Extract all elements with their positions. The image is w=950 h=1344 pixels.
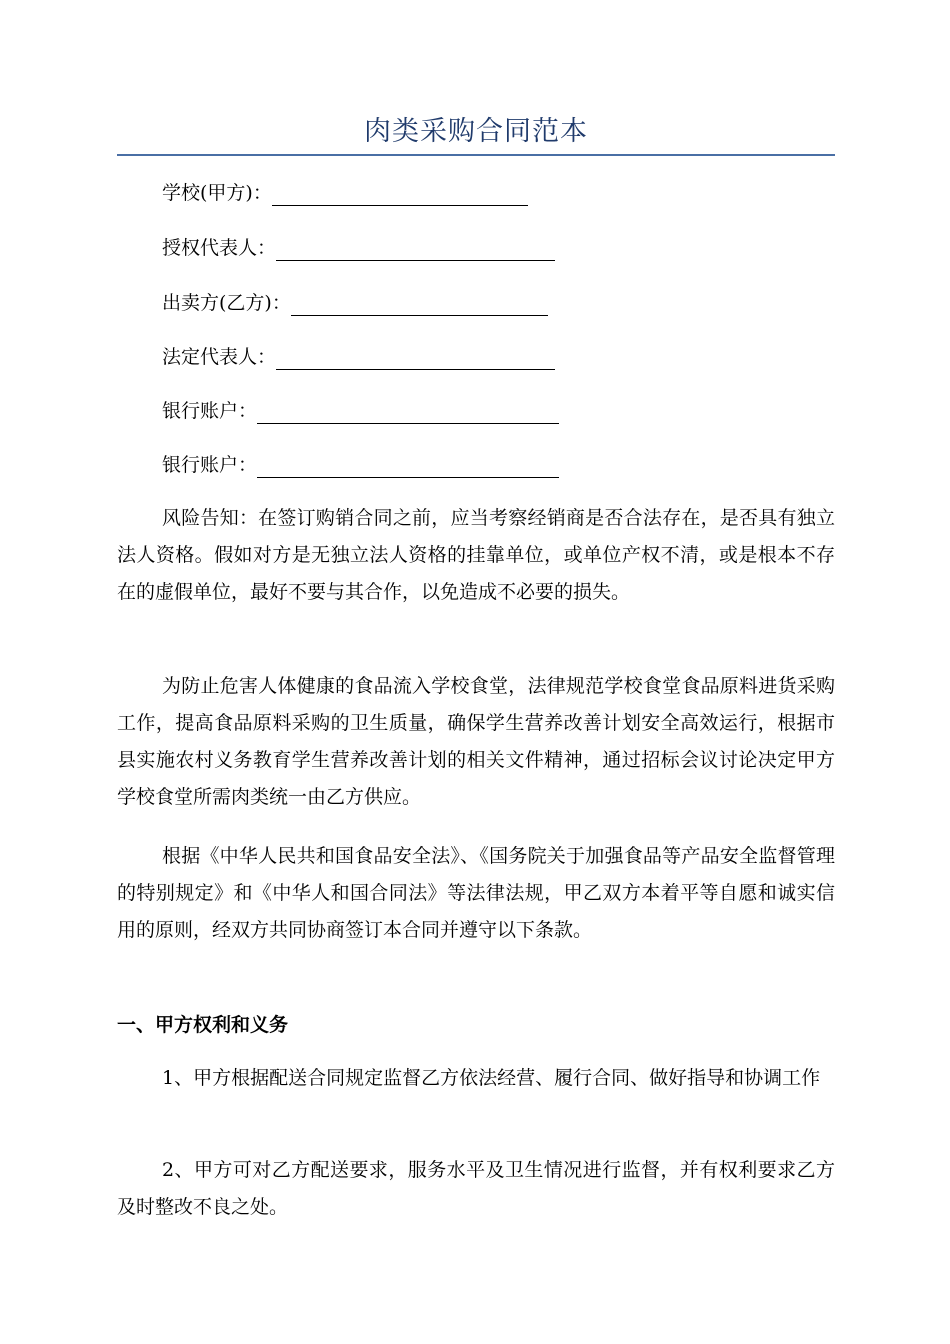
- field-legal-representative: [162, 344, 555, 370]
- field-label: 授权代表人：: [162, 237, 277, 259]
- fill-in-blank[interactable]: [257, 402, 559, 424]
- field-bank-account-1: [162, 398, 559, 424]
- fill-in-blank[interactable]: [276, 348, 555, 370]
- field-label: 出卖方(乙方)：: [162, 292, 291, 314]
- title-underline: [117, 154, 835, 156]
- field-school-party-a: [162, 180, 528, 206]
- purpose-paragraph: 为防止危害人体健康的食品流入学校食堂，法律规范学校食堂食品原料进货采购工作，提高食品原料采购的卫生质量，确保学生营养改善计划安全高效运行，根据市县实施农村义务教育学生营养改善计划的相关文件精神，通过招标会议讨论决定甲方学校食堂所需肉类统一由乙方供应。: [117, 675, 835, 808]
- legal-basis-paragraph: 根据《中华人民共和国食品安全法》、《国务院关于加强食品等产品安全监督管理的特别规定》和《中华人和国合同法》等法律法规，甲乙双方本着平等自愿和诚实信用的原则，经双方共同协商签订本合同并遵守以下条款。: [117, 845, 835, 941]
- field-seller-party-b: [162, 290, 548, 316]
- fill-in-blank[interactable]: [257, 456, 559, 478]
- risk-notice-paragraph: 风险告知：在签订购销合同之前，应当考察经销商是否合法存在，是否具有独立法人资格。假如对方是无独立法人资格的挂靠单位，或单位产权不清，或是根本不存在的虚假单位，最好不要与其合作，以免造成不必要的损失。: [117, 507, 835, 603]
- field-label: 法定代表人：: [162, 346, 277, 368]
- field-bank-account-2: [162, 452, 559, 478]
- field-label: 银行账户：: [162, 454, 258, 476]
- section-1-heading: 一、甲方权利和义务: [117, 1014, 289, 1036]
- document-title: 肉类采购合同范本: [364, 116, 588, 147]
- fill-in-blank[interactable]: [291, 294, 548, 316]
- section-1-item-2: 2、甲方可对乙方配送要求，服务水平及卫生情况进行监督，并有权利要求乙方及时整改不良之处。: [117, 1159, 835, 1218]
- fill-in-blank[interactable]: [276, 239, 555, 261]
- field-label: 银行账户：: [162, 400, 258, 422]
- section-1-item-1: 1、甲方根据配送合同规定监督乙方依法经营、履行合同、做好指导和协调工作: [162, 1067, 821, 1089]
- field-authorized-representative: [162, 235, 555, 261]
- fill-in-blank[interactable]: [272, 184, 528, 206]
- field-label: 学校(甲方)：: [162, 182, 272, 204]
